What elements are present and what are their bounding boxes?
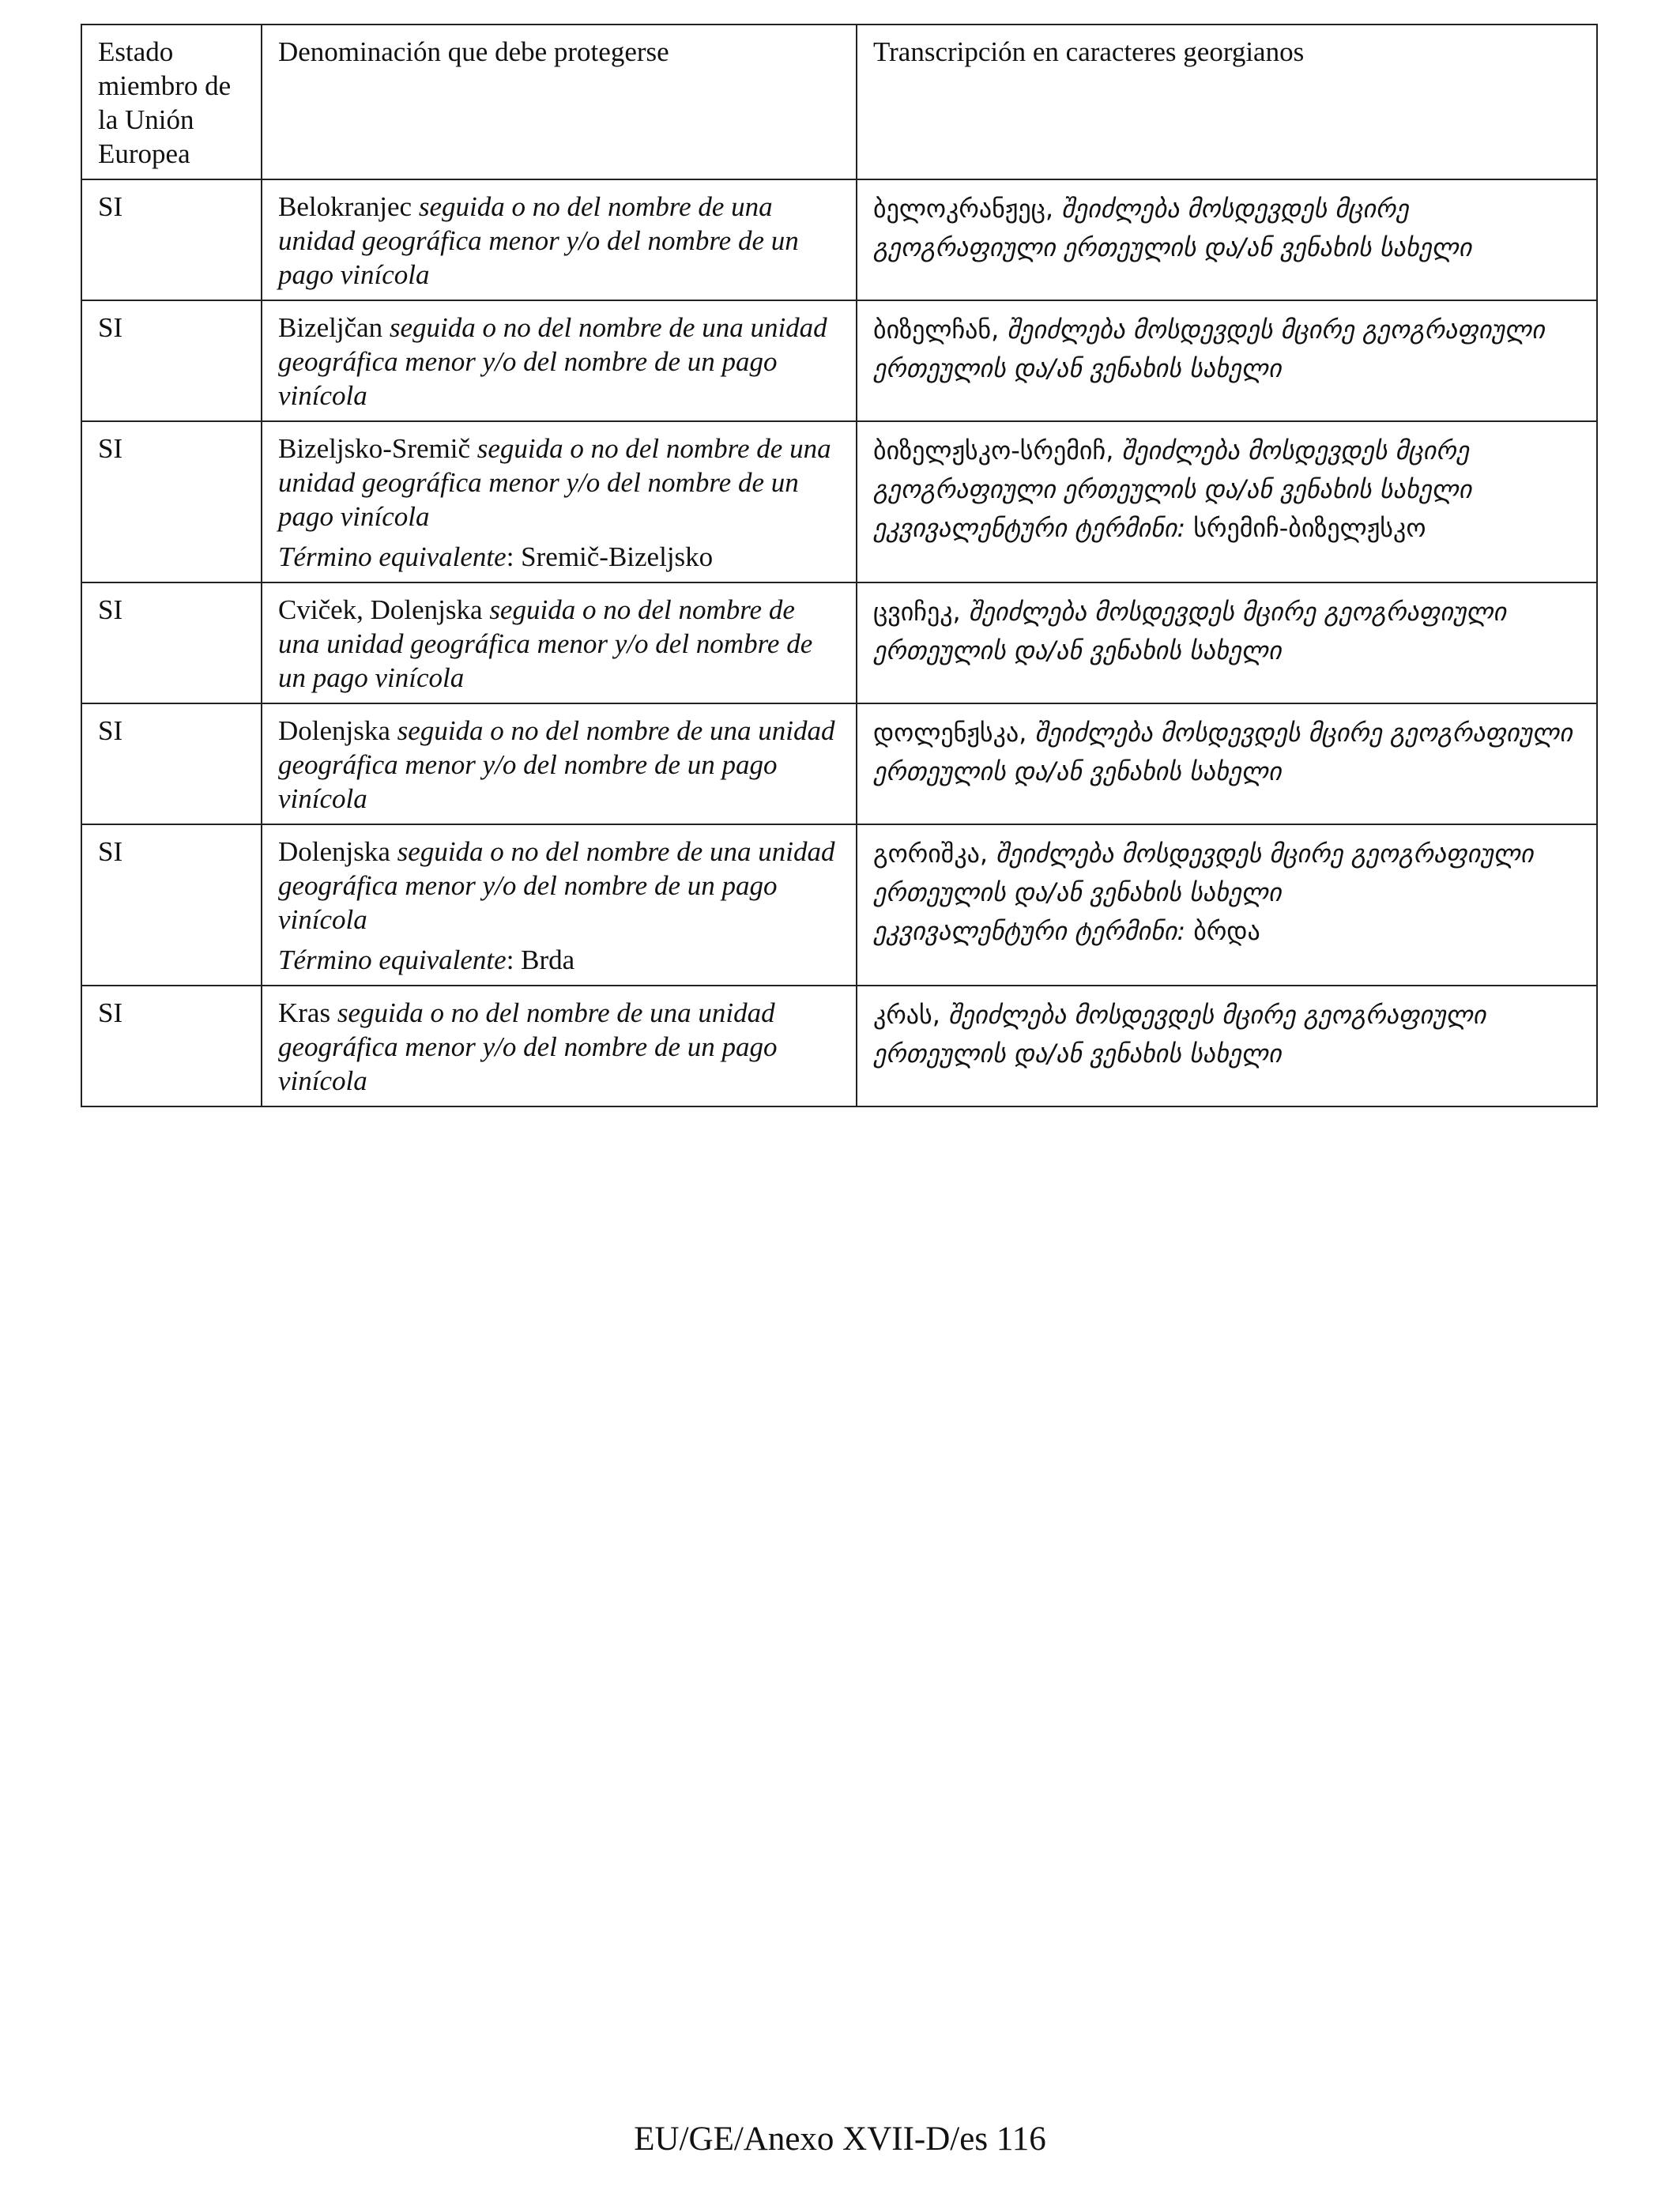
table-row	[81, 179, 1597, 300]
member-state-cell	[81, 582, 262, 703]
georgian-equivalent-value: ბრდა	[1185, 916, 1260, 946]
georgian-qualifier: შეიძლება მოსდევდეს მცირე გეოგრაფიული ერთეულის და/ან ვენახის სახელი	[873, 718, 1573, 786]
protected-name-qualifier: seguida o no del nombre de una unidad geográfica menor y/o del nombre de un pago vinícola	[278, 997, 778, 1096]
page-footer-reference: EU/GE/Anexo XVII-D/es 116	[634, 2120, 1046, 2158]
georgian-transcription-cell	[857, 582, 1597, 703]
table-header-row	[81, 25, 1597, 179]
table-row	[81, 421, 1597, 582]
member-state-cell	[81, 824, 262, 986]
protected-name-qualifier: seguida o no del nombre de una unidad geográfica menor y/o del nombre de un pago vinícola	[278, 836, 835, 935]
protected-name-cell	[262, 582, 857, 703]
equivalent-term-line	[278, 540, 840, 574]
member-state-code: SI	[98, 715, 123, 746]
equivalent-term-label: Término equivalente	[278, 944, 507, 975]
georgian-name: ბელოკრანჟეც,	[873, 194, 1054, 224]
member-state-cell	[81, 986, 262, 1106]
member-state-code: SI	[98, 594, 123, 625]
header-georgian-transcription: Transcripción en caracteres georgianos	[857, 25, 1597, 179]
table-row	[81, 300, 1597, 421]
protected-name: Cviček, Dolenjska	[278, 594, 483, 625]
georgian-qualifier: შეიძლება მოსდევდეს მცირე გეოგრაფიული ერთეულის და/ან ვენახის სახელი	[873, 839, 1534, 907]
protected-name-cell	[262, 703, 857, 824]
member-state-code: SI	[98, 433, 123, 464]
georgian-name: კრას,	[873, 1000, 940, 1030]
protected-names-table	[81, 24, 1598, 1107]
member-state-code: SI	[98, 191, 123, 222]
georgian-name: გორიშკა,	[873, 839, 989, 869]
table-row	[81, 824, 1597, 986]
protected-name-qualifier: seguida o no del nombre de una unidad geográfica menor y/o del nombre de un pago vinícola	[278, 433, 831, 532]
protected-name-qualifier: seguida o no del nombre de una unidad geográfica menor y/o del nombre de un pago vinícola	[278, 594, 813, 693]
protected-name-cell	[262, 986, 857, 1106]
protected-name-qualifier: seguida o no del nombre de una unidad geográfica menor y/o del nombre de un pago vinícola	[278, 191, 799, 290]
header-member-state: Estado miembro de la Unión Europea	[81, 25, 262, 179]
georgian-name: ცვიჩეკ,	[873, 597, 961, 627]
table-body	[81, 179, 1597, 1106]
protected-name: Belokranjec	[278, 191, 412, 222]
georgian-transcription-cell	[857, 986, 1597, 1106]
georgian-name: ბიზელჟსკო-სრემიჩ,	[873, 435, 1114, 466]
protected-name: Bizeljčan	[278, 312, 383, 343]
member-state-cell	[81, 300, 262, 421]
protected-name-cell	[262, 824, 857, 986]
georgian-transcription-cell	[857, 300, 1597, 421]
member-state-cell	[81, 179, 262, 300]
protected-name-cell	[262, 421, 857, 582]
georgian-equivalent-line	[873, 509, 1580, 548]
georgian-transcription-cell	[857, 824, 1597, 986]
protected-name: Kras	[278, 997, 331, 1028]
georgian-equivalent-label: ეკვივალენტური ტერმინი:	[873, 916, 1186, 946]
georgian-name: დოლენჟსკა,	[873, 718, 1027, 748]
equivalent-term-label: Término equivalente	[278, 541, 507, 572]
member-state-code: SI	[98, 997, 123, 1028]
protected-name-qualifier: seguida o no del nombre de una unidad geográfica menor y/o del nombre de un pago vinícola	[278, 715, 835, 814]
equivalent-term-value: : Brda	[506, 944, 575, 975]
georgian-transcription-cell	[857, 421, 1597, 582]
georgian-qualifier: შეიძლება მოსდევდეს მცირე გეოგრაფიული ერთეულის და/ან ვენახის სახელი	[873, 1000, 1486, 1069]
georgian-name: ბიზელჩან,	[873, 315, 1000, 345]
equivalent-term-line	[278, 943, 840, 977]
georgian-qualifier: შეიძლება მოსდევდეს მცირე გეოგრაფიული ერთეულის და/ან ვენახის სახელი	[873, 194, 1472, 262]
protected-name: Dolenjska	[278, 836, 390, 867]
georgian-transcription-cell	[857, 703, 1597, 824]
protected-name-cell	[262, 179, 857, 300]
georgian-qualifier: შეიძლება მოსდევდეს მცირე გეოგრაფიული ერთეულის და/ან ვენახის სახელი	[873, 597, 1507, 665]
protected-name-cell	[262, 300, 857, 421]
table-row	[81, 986, 1597, 1106]
header-protected-name: Denominación que debe protegerse	[262, 25, 857, 179]
protected-name-qualifier: seguida o no del nombre de una unidad geográfica menor y/o del nombre de un pago vinícola	[278, 312, 827, 411]
table-row	[81, 703, 1597, 824]
protected-name: Bizeljsko-Sremič	[278, 433, 471, 464]
georgian-equivalent-value: სრემიჩ-ბიზელჟსკო	[1185, 513, 1426, 543]
protected-name: Dolenjska	[278, 715, 390, 746]
georgian-transcription-cell	[857, 179, 1597, 300]
georgian-equivalent-line	[873, 912, 1580, 951]
equivalent-term-value: : Sremič-Bizeljsko	[506, 541, 714, 572]
georgian-equivalent-label: ეკვივალენტური ტერმინი:	[873, 513, 1186, 543]
member-state-cell	[81, 421, 262, 582]
georgian-qualifier: შეიძლება მოსდევდეს მცირე გეოგრაფიული ერთეულის და/ან ვენახის სახელი	[873, 315, 1545, 383]
member-state-cell	[81, 703, 262, 824]
table-row	[81, 582, 1597, 703]
member-state-code: SI	[98, 836, 123, 867]
georgian-qualifier: შეიძლება მოსდევდეს მცირე გეოგრაფიული ერთეულის და/ან ვენახის სახელი	[873, 435, 1472, 504]
member-state-code: SI	[98, 312, 123, 343]
